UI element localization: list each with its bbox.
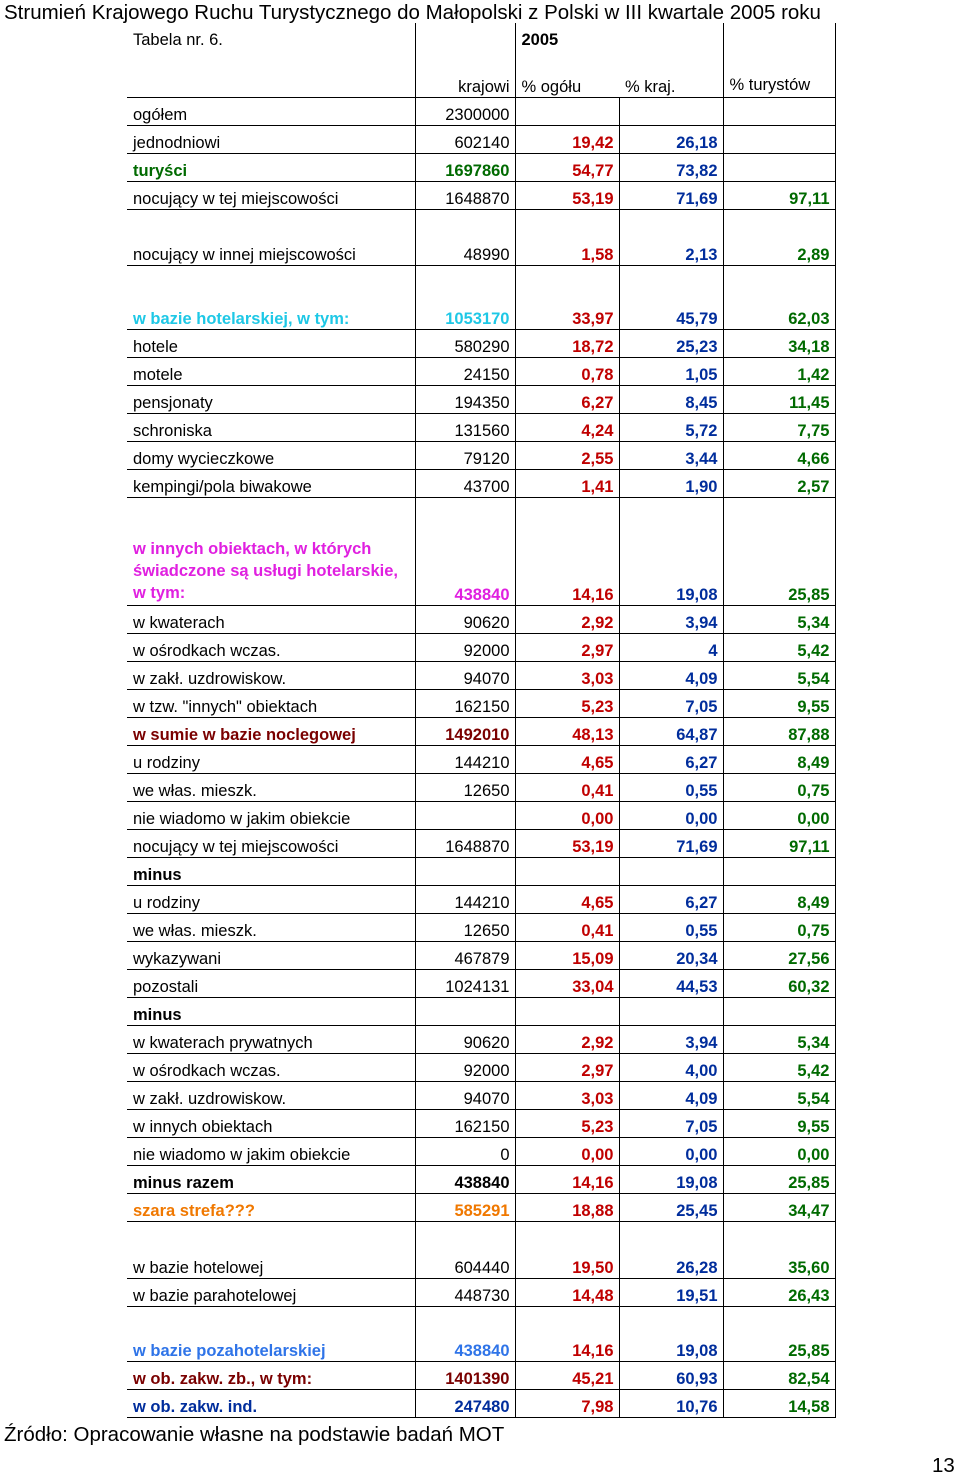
pct-turystow-value: 5,42 xyxy=(723,633,835,661)
pct-turystow-value: 25,85 xyxy=(723,497,835,605)
pct-kraj-value: 8,45 xyxy=(619,385,723,413)
table-row xyxy=(127,885,835,913)
pct-turystow-value: 27,56 xyxy=(723,941,835,969)
empty-header-cell xyxy=(415,23,515,50)
pct-kraj-value: 44,53 xyxy=(619,969,723,997)
krajowi-value: 94070 xyxy=(415,661,515,689)
source-note: Źródło: Opracowanie własne na podstawie badań MOT xyxy=(4,1423,505,1446)
table-row xyxy=(127,1109,835,1137)
table-row xyxy=(127,1306,835,1361)
table-row xyxy=(127,1278,835,1306)
pct-turystow-value: 97,11 xyxy=(723,829,835,857)
pct-kraj-value xyxy=(619,857,723,885)
pct-ogolu-value: 48,13 xyxy=(515,717,619,745)
row-label: hotele xyxy=(127,329,415,357)
pct-ogolu-value: 5,23 xyxy=(515,689,619,717)
pct-ogolu-value: 5,23 xyxy=(515,1109,619,1137)
row-label: minus razem xyxy=(127,1165,415,1193)
pct-ogolu-value xyxy=(515,857,619,885)
pct-ogolu-value: 18,88 xyxy=(515,1193,619,1221)
table-row xyxy=(127,941,835,969)
table-row xyxy=(127,717,835,745)
pct-turystow-value: 5,54 xyxy=(723,661,835,689)
pct-kraj-value: 1,05 xyxy=(619,357,723,385)
pct-turystow-value: 97,11 xyxy=(723,181,835,209)
krajowi-value: 1401390 xyxy=(415,1361,515,1389)
row-label: w innych obiektach, w których świadczone są usługi hotelarskie, w tym: xyxy=(127,497,415,605)
pct-turystow-value xyxy=(723,997,835,1025)
table-row xyxy=(127,633,835,661)
table-row xyxy=(127,745,835,773)
pct-turystow-value: 14,58 xyxy=(723,1389,835,1417)
pct-ogolu-value: 14,16 xyxy=(515,1165,619,1193)
table-row xyxy=(127,209,835,265)
pct-ogolu-value: 2,55 xyxy=(515,441,619,469)
pct-ogolu-value: 15,09 xyxy=(515,941,619,969)
pct-kraj-value: 19,08 xyxy=(619,497,723,605)
pct-kraj-value: 6,27 xyxy=(619,745,723,773)
pct-ogolu-value: 0,00 xyxy=(515,1137,619,1165)
table-row xyxy=(127,441,835,469)
krajowi-value: 144210 xyxy=(415,745,515,773)
table-row xyxy=(127,913,835,941)
pct-turystow-value: 25,85 xyxy=(723,1306,835,1361)
pct-ogolu-value: 33,04 xyxy=(515,969,619,997)
row-label: domy wycieczkowe xyxy=(127,441,415,469)
table-row xyxy=(127,1053,835,1081)
krajowi-value: 0 xyxy=(415,1137,515,1165)
pct-ogolu-value: 0,00 xyxy=(515,801,619,829)
krajowi-value: 438840 xyxy=(415,497,515,605)
table-row xyxy=(127,153,835,181)
table-row xyxy=(127,1081,835,1109)
pct-kraj-value: 73,82 xyxy=(619,153,723,181)
pct-kraj-value: 1,90 xyxy=(619,469,723,497)
pct-kraj-value: 25,23 xyxy=(619,329,723,357)
header-krajowi: krajowi xyxy=(415,50,515,97)
krajowi-value: 24150 xyxy=(415,357,515,385)
pct-ogolu-value: 0,41 xyxy=(515,773,619,801)
krajowi-value xyxy=(415,801,515,829)
pct-ogolu-value: 0,41 xyxy=(515,913,619,941)
pct-kraj-value: 25,45 xyxy=(619,1193,723,1221)
table-row xyxy=(127,997,835,1025)
pct-turystow-value: 0,00 xyxy=(723,1137,835,1165)
krajowi-value: 144210 xyxy=(415,885,515,913)
pct-kraj-value: 71,69 xyxy=(619,181,723,209)
pct-ogolu-value xyxy=(515,997,619,1025)
krajowi-value: 2300000 xyxy=(415,97,515,125)
pct-ogolu-value: 3,03 xyxy=(515,661,619,689)
krajowi-value: 448730 xyxy=(415,1278,515,1306)
pct-ogolu-value: 45,21 xyxy=(515,1361,619,1389)
table-row xyxy=(127,1389,835,1417)
empty-header-cell xyxy=(723,23,835,50)
pct-turystow-value: 82,54 xyxy=(723,1361,835,1389)
pct-kraj-value: 0,55 xyxy=(619,913,723,941)
pct-ogolu-value: 2,92 xyxy=(515,605,619,633)
krajowi-value: 12650 xyxy=(415,913,515,941)
pct-turystow-value: 5,34 xyxy=(723,605,835,633)
row-label: schroniska xyxy=(127,413,415,441)
row-label: u rodziny xyxy=(127,885,415,913)
pct-turystow-value: 62,03 xyxy=(723,265,835,329)
pct-turystow-value: 25,85 xyxy=(723,1165,835,1193)
krajowi-value: 92000 xyxy=(415,1053,515,1081)
pct-kraj-value: 64,87 xyxy=(619,717,723,745)
table-label: Tabela nr. 6. xyxy=(127,23,415,50)
pct-turystow-value: 26,43 xyxy=(723,1278,835,1306)
krajowi-value xyxy=(415,997,515,1025)
krajowi-value: 90620 xyxy=(415,1025,515,1053)
table-row xyxy=(127,857,835,885)
row-label: minus xyxy=(127,997,415,1025)
pct-kraj-value xyxy=(619,97,723,125)
row-label: w bazie pozahotelarskiej xyxy=(127,1306,415,1361)
row-label: nie wiadomo w jakim obiekcie xyxy=(127,1137,415,1165)
pct-kraj-value: 6,27 xyxy=(619,885,723,913)
pct-turystow-value: 8,49 xyxy=(723,885,835,913)
table-row xyxy=(127,1361,835,1389)
table-row xyxy=(127,125,835,153)
pct-ogolu-value: 4,24 xyxy=(515,413,619,441)
pct-turystow-value: 35,60 xyxy=(723,1221,835,1278)
pct-turystow-value: 0,00 xyxy=(723,801,835,829)
krajowi-value: 48990 xyxy=(415,209,515,265)
krajowi-value: 602140 xyxy=(415,125,515,153)
row-label: we włas. mieszk. xyxy=(127,773,415,801)
table-row xyxy=(127,97,835,125)
pct-kraj-value: 0,00 xyxy=(619,1137,723,1165)
pct-ogolu-value: 14,48 xyxy=(515,1278,619,1306)
pct-kraj-value: 20,34 xyxy=(619,941,723,969)
pct-kraj-value: 4 xyxy=(619,633,723,661)
krajowi-value: 438840 xyxy=(415,1306,515,1361)
row-label: minus xyxy=(127,857,415,885)
row-label: u rodziny xyxy=(127,745,415,773)
table-row xyxy=(127,1165,835,1193)
krajowi-value: 1492010 xyxy=(415,717,515,745)
table-row xyxy=(127,469,835,497)
pct-turystow-value xyxy=(723,125,835,153)
pct-kraj-value: 60,93 xyxy=(619,1361,723,1389)
pct-ogolu-value: 7,98 xyxy=(515,1389,619,1417)
row-label: nie wiadomo w jakim obiekcie xyxy=(127,801,415,829)
table-row xyxy=(127,1193,835,1221)
page-title: Strumień Krajowego Ruchu Turystycznego do Małopolski z Polski w III kwartale 2005 roku xyxy=(4,1,821,24)
krajowi-value: 194350 xyxy=(415,385,515,413)
pct-ogolu-value: 6,27 xyxy=(515,385,619,413)
pct-kraj-value: 4,09 xyxy=(619,661,723,689)
pct-ogolu-value: 2,97 xyxy=(515,633,619,661)
empty-header-cell xyxy=(619,23,723,50)
krajowi-value: 580290 xyxy=(415,329,515,357)
row-label: w ośrodkach wczas. xyxy=(127,633,415,661)
table-row xyxy=(127,265,835,329)
row-label: w bazie hotelowej xyxy=(127,1221,415,1278)
krajowi-value xyxy=(415,857,515,885)
empty-header-cell xyxy=(127,50,415,97)
krajowi-value: 247480 xyxy=(415,1389,515,1417)
krajowi-value: 585291 xyxy=(415,1193,515,1221)
krajowi-value: 1648870 xyxy=(415,829,515,857)
pct-ogolu-value: 53,19 xyxy=(515,829,619,857)
row-label: w innych obiektach xyxy=(127,1109,415,1137)
row-label: nocujący w innej miejscowości xyxy=(127,209,415,265)
krajowi-value: 92000 xyxy=(415,633,515,661)
pct-turystow-value: 5,54 xyxy=(723,1081,835,1109)
row-label: ogółem xyxy=(127,97,415,125)
table-row xyxy=(127,1221,835,1278)
page-number: 13 xyxy=(932,1454,955,1477)
pct-ogolu-value: 2,92 xyxy=(515,1025,619,1053)
row-label: w tzw. "innych" obiektach xyxy=(127,689,415,717)
pct-turystow-value: 5,34 xyxy=(723,1025,835,1053)
table-row xyxy=(127,181,835,209)
pct-ogolu-value: 19,42 xyxy=(515,125,619,153)
row-label: turyści xyxy=(127,153,415,181)
pct-kraj-value: 3,94 xyxy=(619,605,723,633)
pct-kraj-value: 0,55 xyxy=(619,773,723,801)
row-label: w ośrodkach wczas. xyxy=(127,1053,415,1081)
table-row xyxy=(127,605,835,633)
pct-kraj-value: 71,69 xyxy=(619,829,723,857)
pct-kraj-value: 19,08 xyxy=(619,1165,723,1193)
pct-turystow-value: 2,57 xyxy=(723,469,835,497)
pct-kraj-value: 19,08 xyxy=(619,1306,723,1361)
pct-ogolu-value: 1,41 xyxy=(515,469,619,497)
pct-ogolu-value: 4,65 xyxy=(515,885,619,913)
pct-kraj-value: 0,00 xyxy=(619,801,723,829)
header-pct-kraj: % kraj. xyxy=(619,50,723,97)
pct-turystow-value: 9,55 xyxy=(723,689,835,717)
row-label: we włas. mieszk. xyxy=(127,913,415,941)
krajowi-value: 162150 xyxy=(415,1109,515,1137)
pct-ogolu-value: 33,97 xyxy=(515,265,619,329)
krajowi-value: 604440 xyxy=(415,1221,515,1278)
pct-kraj-value: 2,13 xyxy=(619,209,723,265)
krajowi-value: 467879 xyxy=(415,941,515,969)
row-label: w ob. zakw. zb., w tym: xyxy=(127,1361,415,1389)
pct-ogolu-value: 2,97 xyxy=(515,1053,619,1081)
table-row xyxy=(127,829,835,857)
krajowi-value: 90620 xyxy=(415,605,515,633)
krajowi-value: 94070 xyxy=(415,1081,515,1109)
row-label: w zakł. uzdrowiskow. xyxy=(127,661,415,689)
pct-turystow-value: 87,88 xyxy=(723,717,835,745)
table-row xyxy=(127,413,835,441)
pct-kraj-value xyxy=(619,997,723,1025)
pct-turystow-value: 5,42 xyxy=(723,1053,835,1081)
table-row xyxy=(127,689,835,717)
row-label: jednodniowi xyxy=(127,125,415,153)
pct-kraj-value: 45,79 xyxy=(619,265,723,329)
pct-turystow-value: 34,18 xyxy=(723,329,835,357)
pct-kraj-value: 5,72 xyxy=(619,413,723,441)
header-row-2 xyxy=(127,50,835,97)
table-row xyxy=(127,661,835,689)
year-label xyxy=(515,23,619,50)
row-label: nocujący w tej miejscowości xyxy=(127,181,415,209)
row-label: wykazywani xyxy=(127,941,415,969)
pct-turystow-value: 0,75 xyxy=(723,913,835,941)
pct-kraj-value: 26,28 xyxy=(619,1221,723,1278)
pct-ogolu-value: 14,16 xyxy=(515,497,619,605)
row-label: kempingi/pola biwakowe xyxy=(127,469,415,497)
row-label: motele xyxy=(127,357,415,385)
pct-kraj-value: 26,18 xyxy=(619,125,723,153)
pct-turystow-value xyxy=(723,857,835,885)
krajowi-value: 1697860 xyxy=(415,153,515,181)
pct-turystow-value: 1,42 xyxy=(723,357,835,385)
row-label: pensjonaty xyxy=(127,385,415,413)
row-label: w zakł. uzdrowiskow. xyxy=(127,1081,415,1109)
pct-kraj-value: 3,94 xyxy=(619,1025,723,1053)
header-row-1 xyxy=(127,23,835,50)
pct-turystow-value: 60,32 xyxy=(723,969,835,997)
header-pct-ogolu: % ogółu xyxy=(515,50,619,97)
pct-kraj-value: 19,51 xyxy=(619,1278,723,1306)
krajowi-value: 131560 xyxy=(415,413,515,441)
row-label: szara strefa??? xyxy=(127,1193,415,1221)
row-label: pozostali xyxy=(127,969,415,997)
krajowi-value: 12650 xyxy=(415,773,515,801)
pct-turystow-value: 4,66 xyxy=(723,441,835,469)
year-text: 2005 xyxy=(521,31,559,49)
pct-turystow-value: 8,49 xyxy=(723,745,835,773)
data-table xyxy=(127,23,836,1418)
pct-turystow-value: 0,75 xyxy=(723,773,835,801)
pct-ogolu-value: 1,58 xyxy=(515,209,619,265)
table-row xyxy=(127,497,835,605)
row-label: w kwaterach xyxy=(127,605,415,633)
pct-kraj-value: 3,44 xyxy=(619,441,723,469)
pct-kraj-value: 10,76 xyxy=(619,1389,723,1417)
table-row xyxy=(127,969,835,997)
krajowi-value: 1053170 xyxy=(415,265,515,329)
header-pct-turystow: % turystów xyxy=(723,50,835,97)
pct-ogolu-value: 14,16 xyxy=(515,1306,619,1361)
krajowi-value: 1648870 xyxy=(415,181,515,209)
krajowi-value: 1024131 xyxy=(415,969,515,997)
row-label: w bazie parahotelowej xyxy=(127,1278,415,1306)
pct-turystow-value: 11,45 xyxy=(723,385,835,413)
table-row xyxy=(127,1025,835,1053)
table-row xyxy=(127,773,835,801)
row-label: w bazie hotelarskiej, w tym: xyxy=(127,265,415,329)
pct-turystow-value: 9,55 xyxy=(723,1109,835,1137)
row-label: w ob. zakw. ind. xyxy=(127,1389,415,1417)
pct-ogolu-value: 53,19 xyxy=(515,181,619,209)
pct-turystow-value xyxy=(723,153,835,181)
pct-kraj-value: 4,09 xyxy=(619,1081,723,1109)
row-label: w kwaterach prywatnych xyxy=(127,1025,415,1053)
krajowi-value: 162150 xyxy=(415,689,515,717)
krajowi-value: 43700 xyxy=(415,469,515,497)
table-row xyxy=(127,801,835,829)
pct-ogolu-value: 54,77 xyxy=(515,153,619,181)
pct-kraj-value: 7,05 xyxy=(619,689,723,717)
pct-kraj-value: 7,05 xyxy=(619,1109,723,1137)
table-row xyxy=(127,385,835,413)
pct-ogolu-value: 4,65 xyxy=(515,745,619,773)
table-row xyxy=(127,1137,835,1165)
pct-ogolu-value: 19,50 xyxy=(515,1221,619,1278)
pct-turystow-value xyxy=(723,97,835,125)
krajowi-value: 438840 xyxy=(415,1165,515,1193)
pct-ogolu-value: 0,78 xyxy=(515,357,619,385)
pct-ogolu-value: 18,72 xyxy=(515,329,619,357)
pct-kraj-value: 4,00 xyxy=(619,1053,723,1081)
table-row xyxy=(127,329,835,357)
krajowi-value: 79120 xyxy=(415,441,515,469)
pct-turystow-value: 2,89 xyxy=(723,209,835,265)
pct-turystow-value: 7,75 xyxy=(723,413,835,441)
pct-ogolu-value xyxy=(515,97,619,125)
pct-turystow-value: 34,47 xyxy=(723,1193,835,1221)
row-label: w sumie w bazie noclegowej xyxy=(127,717,415,745)
pct-ogolu-value: 3,03 xyxy=(515,1081,619,1109)
table-row xyxy=(127,357,835,385)
row-label: nocujący w tej miejscowości xyxy=(127,829,415,857)
